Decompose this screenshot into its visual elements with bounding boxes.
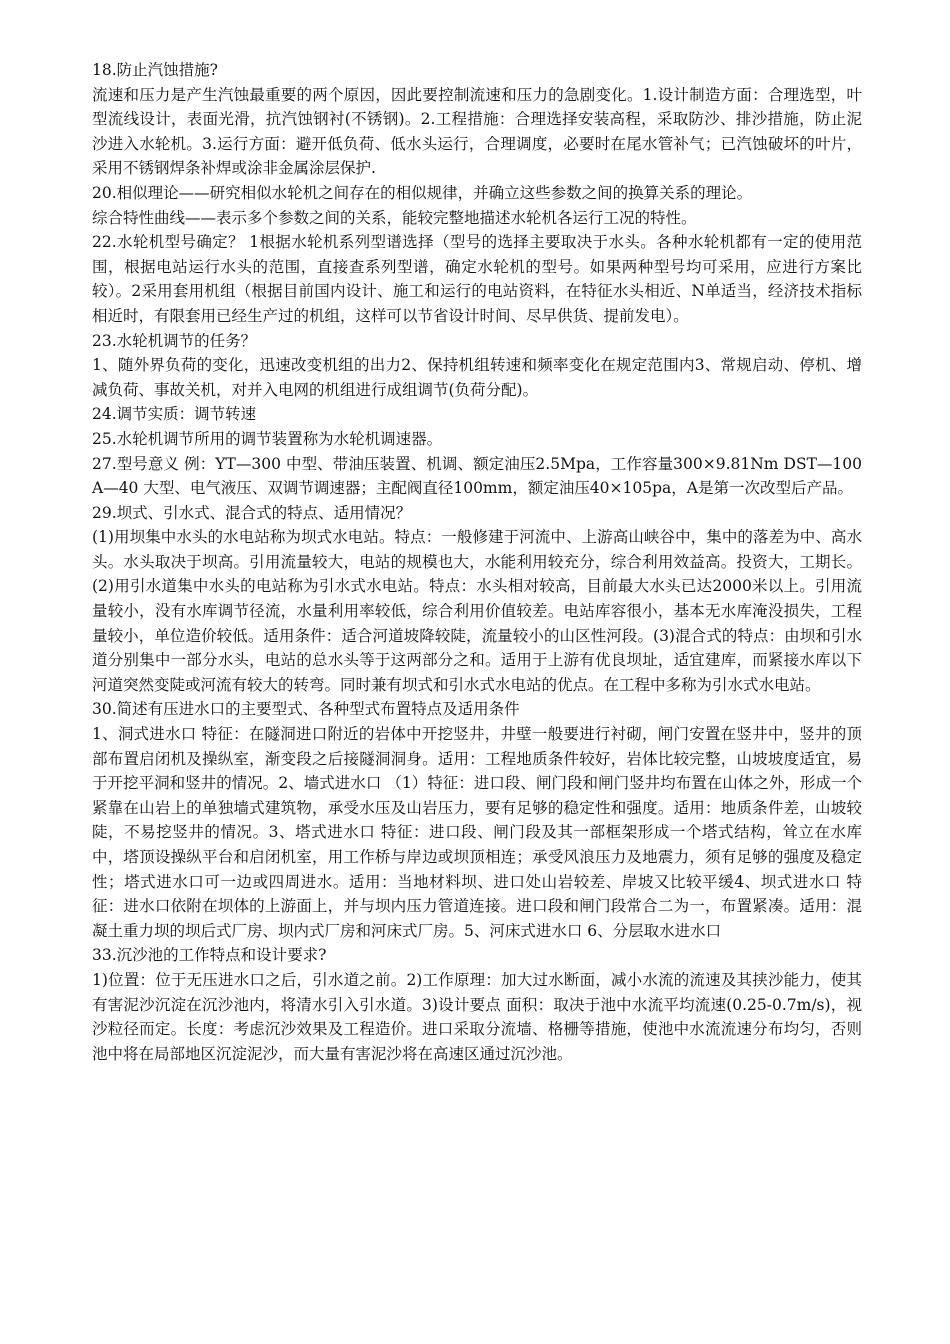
question-33-answer: 1)位置：位于无压进水口之后，引水道之前。2)工作原理：加大过水断面，减小水流的流速及其挟沙能力，使其有害泥沙沉淀在沉沙池内，将清水引入引水道。3)设计要点 面积：取决于池中水流平均流速(0.25-0.7m/s)，视沙粒径而定。长度：考虑沉沙效果及工程造价。进口采取分流墙、格栅等措施，使池中水流流速分布均匀，否则池中将在局部地区沉淀泥沙，而大量有害泥沙将在高速区通过沉沙池。: [92, 970, 862, 1063]
question-18-heading: 18.防止汽蚀措施?: [92, 61, 218, 79]
question-27-model-meaning: 27.型号意义 例：YT—300 中型、带油压装置、机调、额定油压2.5Mpa，工作容量300×9.81Nm DST—100A—40 大型、电气液压、双调节调速器；主配阀直径100mm，额定油压40×105pa，A是第一次改型后产品。: [92, 454, 862, 498]
question-24-regulation-essence: 24.调节实质：调节转速: [92, 405, 257, 424]
question-18-answer: 流速和压力是产生汽蚀最重要的两个原因，因此要控制流速和压力的急剧变化。1.设计制造方面：合理选型，叶型流线设计，表面光滑，抗汽蚀钢衬(不锈钢)。2.工程措施：合理选择安装高程，采取防沙、排沙措施，防止泥沙进入水轮机。3.运行方面：避开低负荷、低水头运行，合理调度，必要时在尾水管补气；已汽蚀破坏的叶片，采用不锈钢焊条补焊或涂非金属涂层保护.: [92, 85, 862, 178]
question-23-answer: 1、随外界负荷的变化，迅速改变机组的出力2、保持机组转速和频率变化在规定范围内3、常规启动、停机、增减负荷、事故关机，对并入电网的机组进行成组调节(负荷分配)。: [92, 356, 862, 399]
question-30-answer: 1、洞式进水口 特征：在隧洞进口附近的岩体中开挖竖井，井壁一般要进行衬砌，闸门安置在竖井中，竖井的顶部布置启闭机及操纵室，渐变段之后接隧洞洞身。适用：工程地质条件较好，岩体比较完整，山坡坡度适宜，易于开挖平洞和竖井的情况。2、墙式进水口 （1）特征：进口段、闸门段和闸门竖井均布置在山体之外，形成一个紧靠在山岩上的单独墙式建筑物，承受水压及山岩压力，要有足够的稳定性和强度。适用：地质条件差，山坡较陡，不易挖竖井的情况。3、塔式进水口 特征：进口段、闸门段及其一部框架形成一个塔式结构，耸立在水库中，塔顶设操纵平台和启闭机室，用工作桥与岸边或坝顶相连；承受风浪压力及地震力，须有足够的强度及稳定性；塔式进水口可一边或四周进水。适用：当地材料坝、进口处山岩较差、岸坡又比较平缓4、坝式进水口 特征：进水口依附在坝体的上游面上，并与坝内压力管道连接。进口段和闸门段常合二为一，布置紧凑。适用：混凝土重力坝的坝后式厂房、坝内式厂房和河床式厂房。5、河床式进水口 6、分层取水进水口: [92, 725, 862, 940]
question-30-heading: 30.简述有压进水口的主要型式、各种型式布置特点及适用条件: [92, 700, 520, 719]
question-33-heading: 33.沉沙池的工作特点和设计要求?: [92, 946, 327, 965]
question-22-turbine-model: 22.水轮机型号确定？ 1根据水轮机系列型谱选择（型号的选择主要取决于水头。各种水轮机都有一定的使用范围，根据电站运行水头的范围，直接查系列型谱，确定水轮机的型号。如果两种型号均可采用，应进行方案比较）。2采用套用机组（根据目前国内设计、施工和运行的电站资料，在特征水头相近、N单适当，经济技术指标相近时，有限套用已经生产过的机组，这样可以节省设计时间、尽早供货、提前发电）。: [92, 233, 862, 325]
document-page: [92, 58, 862, 1066]
question-25-governor: 25.水轮机调节所用的调节装置称为水轮机调速器。: [92, 429, 443, 448]
question-20-similarity-theory: 20.相似理论——研究相似水轮机之间存在的相似规律，并确立这些参数之间的换算关系的理论。: [92, 183, 753, 202]
question-29-answer: (1)用坝集中水头的水电站称为坝式水电站。特点：一般修建于河流中、上游高山峡谷中，集中的落差为中、高水头。水头取决于坝高。引用流量较大，电站的规模也大，水能利用较充分，综合利用效益高。投资大，工期长。(2)用引水道集中水头的电站称为引水式水电站。特点：水头相对较高，目前最大水头已达2000米以上。引用流量较小，没有水库调节径流，水量利用率较低，综合利用价值较差。电站库容很小，基本无水库淹没损失，工程量较小，单位造价较低。适用条件：适合河道坡降较陡，流量较小的山区性河段。(3)混合式的特点：由坝和引水道分别集中一部分水头，电站的总水头等于这两部分之和。适用于上游有优良坝址，适宜建库，而紧接水库以下河道突然变陡或河流有较大的转弯。同时兼有坝式和引水式水电站的优点。在工程中多称为引水式水电站。: [92, 528, 862, 694]
question-23-heading: 23.水轮机调节的任务？: [92, 331, 257, 350]
composite-characteristic-curve: 综合特性曲线——表示多个参数之间的关系，能较完整地描述水轮机各运行工况的特性。: [92, 208, 697, 227]
question-29-heading: 29.坝式、引水式、混合式的特点、适用情况？: [92, 503, 412, 522]
